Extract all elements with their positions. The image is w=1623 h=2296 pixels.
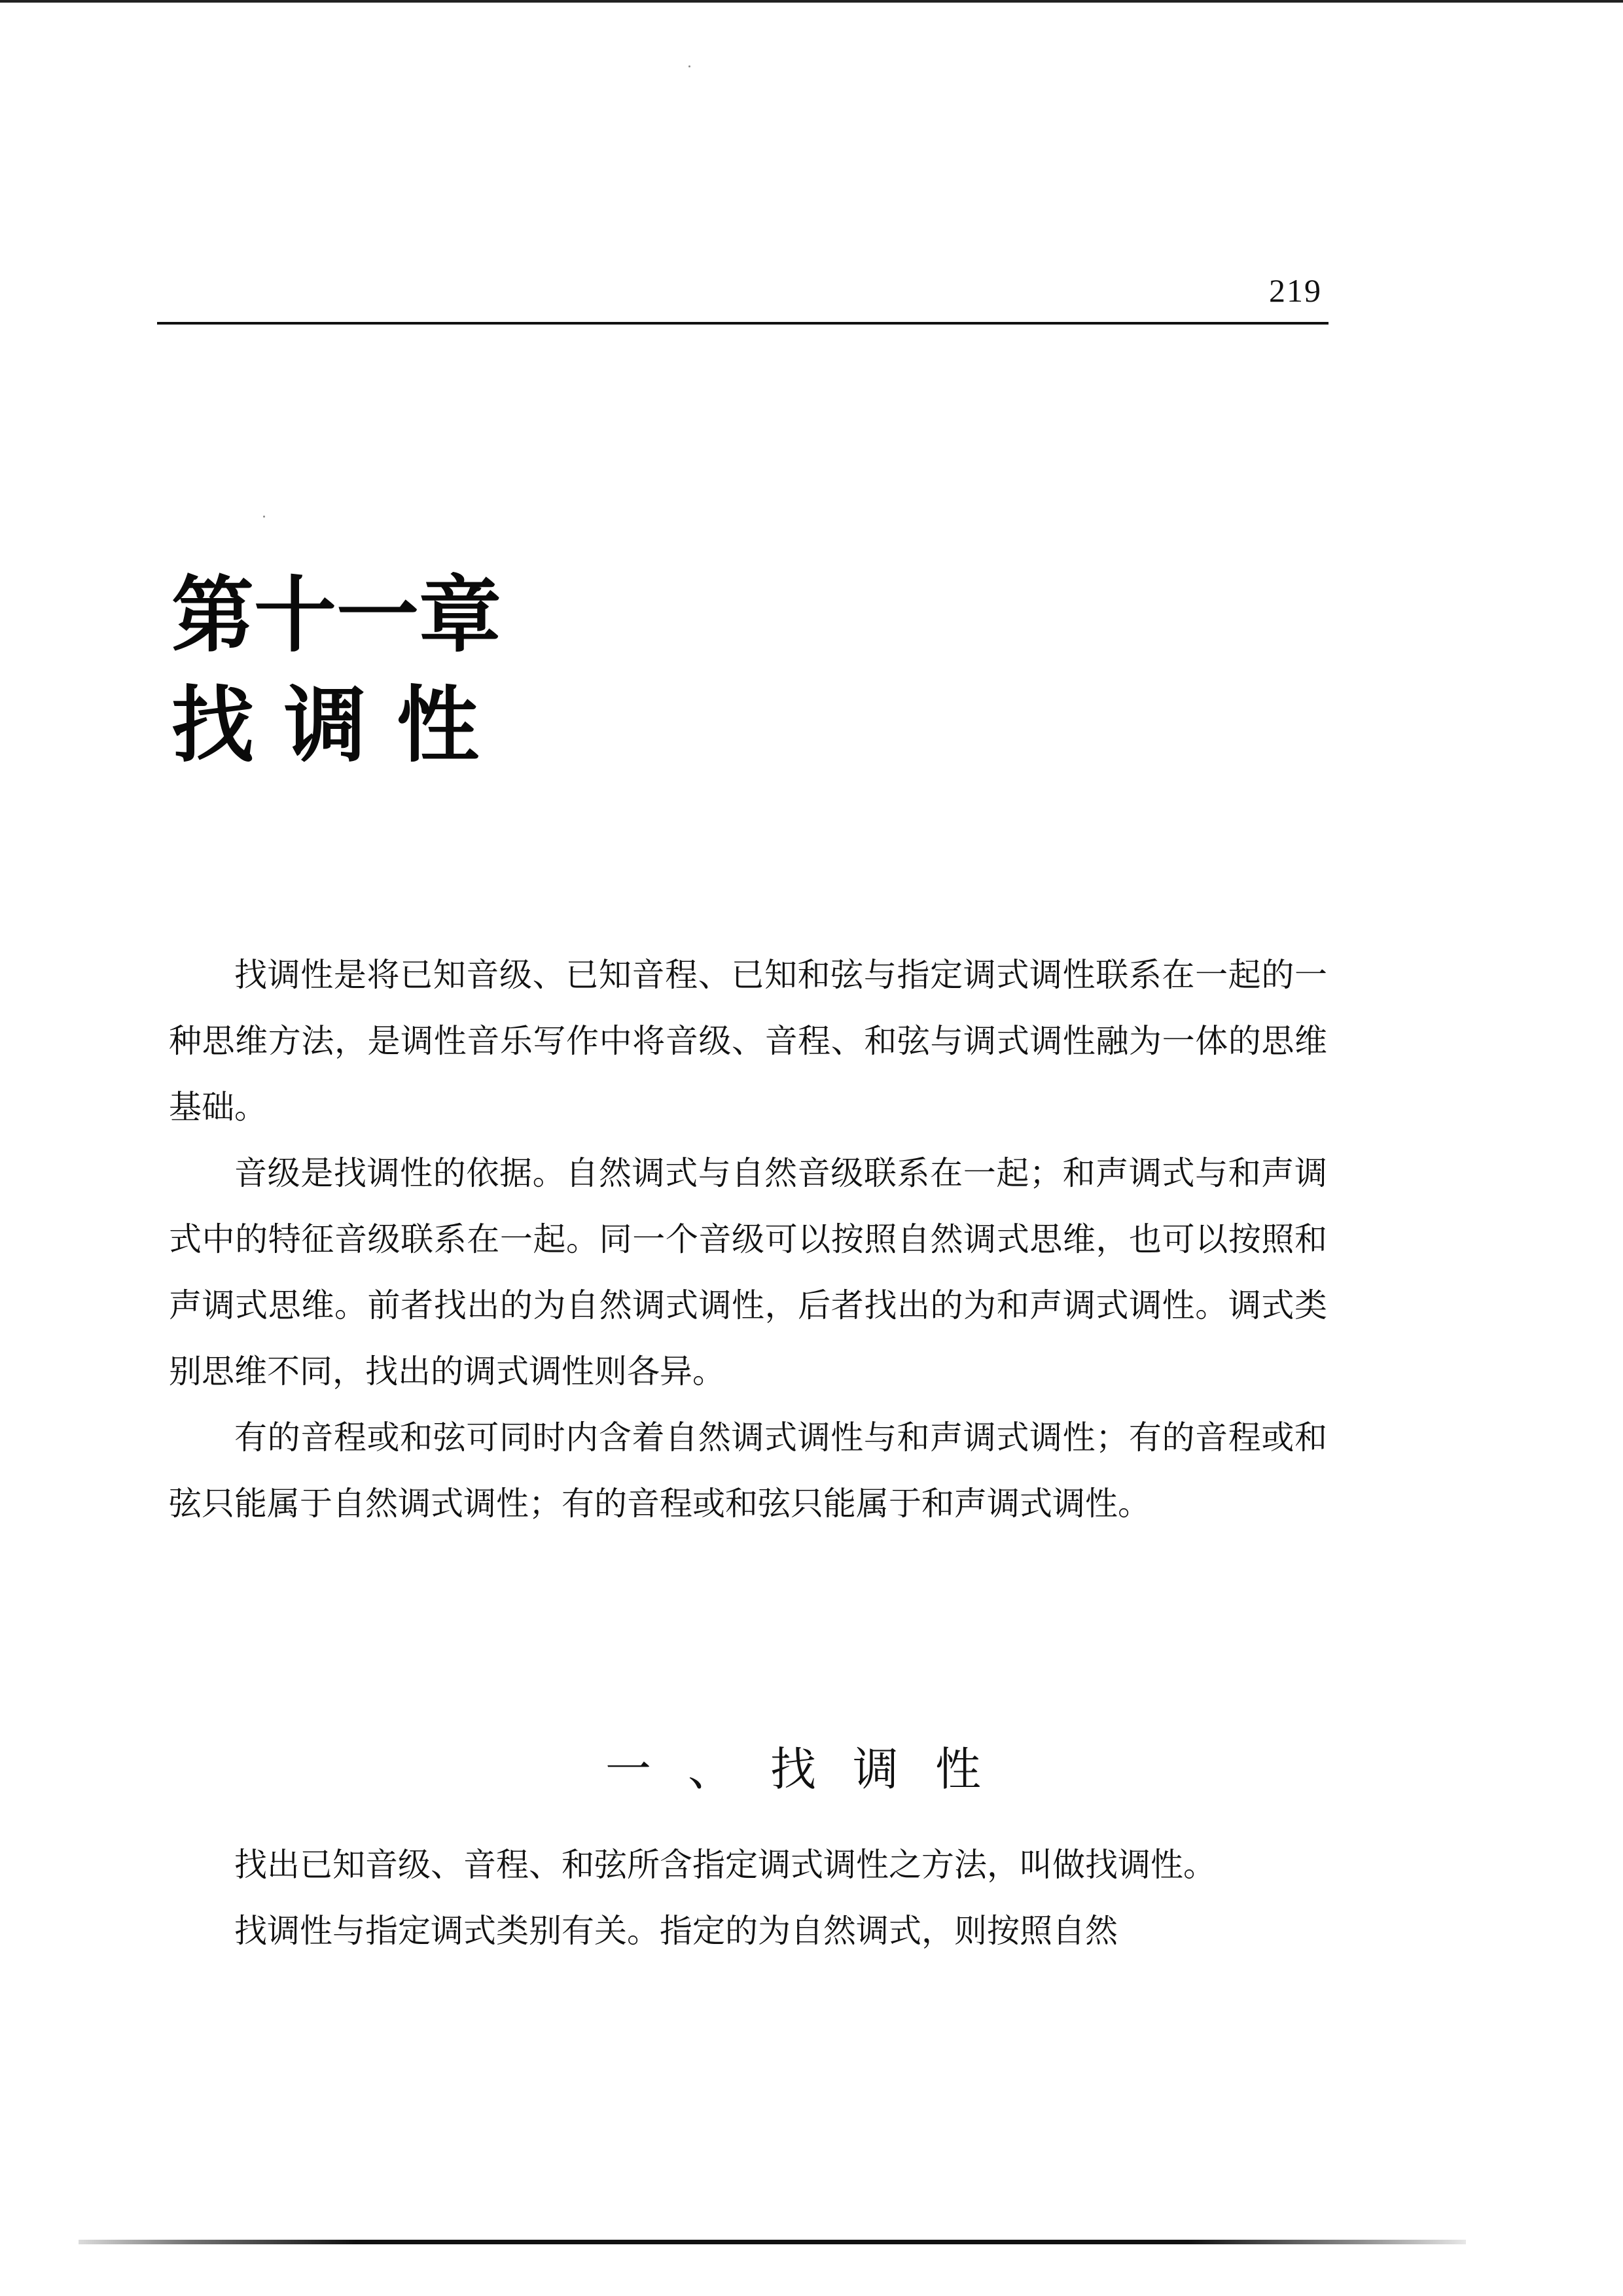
top-scan-border bbox=[0, 0, 1623, 3]
section-text bbox=[169, 1832, 1327, 1964]
intro-paragraph-1: 找调性是将已知音级、已知音程、已知和弦与指定调式调性联系在一起的一种思维方法，是调性音乐写作中将音级、音程、和弦与调式调性融为一体的思维基础。 bbox=[169, 956, 1327, 1126]
section-paragraph-1: 找出已知音级、音程、和弦所含指定调式调性之方法，叫做找调性。 bbox=[234, 1846, 1216, 1884]
scan-speck bbox=[688, 65, 690, 67]
intro-text bbox=[169, 942, 1327, 1537]
page-number: 219 bbox=[1269, 272, 1322, 309]
chapter-title bbox=[171, 567, 509, 794]
chapter-number: 第十一章 bbox=[171, 567, 501, 663]
section-heading: 一、找调性 bbox=[605, 1742, 1018, 1796]
intro-paragraph-3: 有的音程或和弦可同时内含着自然调式调性与和声调式调性；有的音程或和弦只能属于自然调式调性；有的音程或和弦只能属于和声调式调性。 bbox=[169, 1419, 1327, 1523]
chapter-name: 找调性 bbox=[171, 677, 509, 773]
bottom-scan-rule bbox=[79, 2240, 1466, 2244]
intro-paragraph-2: 音级是找调性的依据。自然调式与自然音级联系在一起；和声调式与和声调式中的特征音级联系在一起。同一个音级可以按照自然调式思维，也可以按照和声调式思维。前者找出的为自然调式调性，后者找出的为和声调式调性。调式类别思维不同，找出的调式调性则各异。 bbox=[169, 1154, 1327, 1390]
header-rule bbox=[157, 322, 1329, 325]
section-paragraph-2: 找调性与指定调式类别有关。指定的为自然调式，则按照自然 bbox=[234, 1912, 1118, 1950]
scan-speck bbox=[263, 516, 265, 518]
